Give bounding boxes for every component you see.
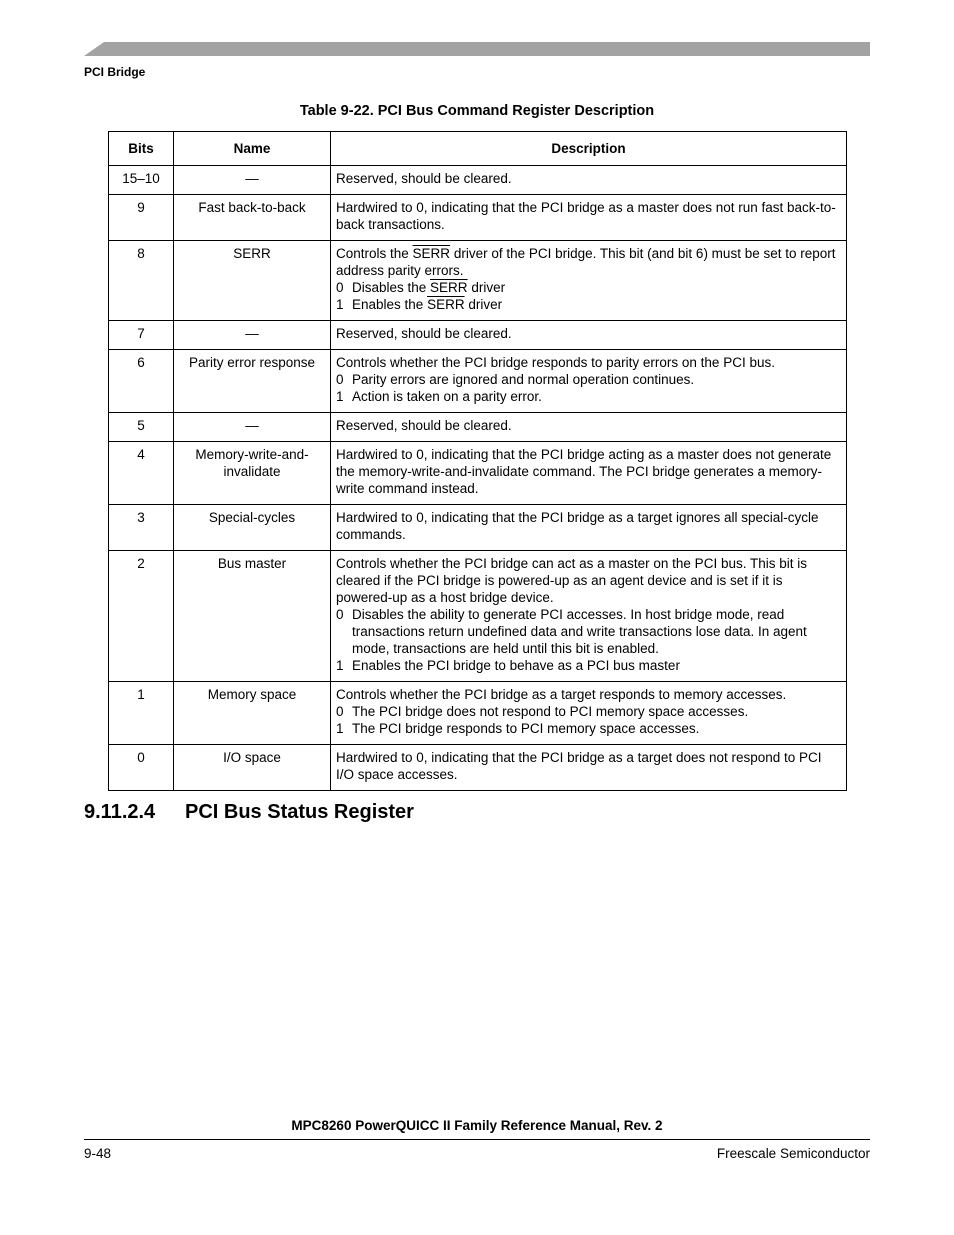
- table-row: [109, 321, 847, 350]
- option-value: Parity errors are ignored and normal operation continues.: [352, 372, 695, 387]
- description-text: Controls whether the PCI bridge as a target responds to memory accesses.: [336, 687, 787, 702]
- option-item: [336, 279, 841, 296]
- description-text: Controls whether the PCI bridge responds to parity errors on the PCI bus.: [336, 355, 775, 370]
- footer-title: MPC8260 PowerQUICC II Family Reference Manual, Rev. 2: [291, 1118, 663, 1133]
- name-cell: Special-cycles: [174, 505, 331, 551]
- option-key: 1: [336, 658, 344, 673]
- table-row: [109, 551, 847, 682]
- option-key: 1: [336, 721, 344, 736]
- name-cell: Memory space: [174, 682, 331, 745]
- bits-cell: 1: [109, 682, 174, 745]
- description-cell: Hardwired to 0, indicating that the PCI bridge as a target ignores all special-cycle commands.: [331, 505, 847, 551]
- running-head: PCI Bridge: [84, 65, 146, 79]
- option-item: [336, 371, 841, 388]
- name-cell: Parity error response: [174, 350, 331, 413]
- header-bar: [84, 42, 870, 56]
- option-fragment: driver: [464, 297, 503, 312]
- description-text: [336, 245, 841, 279]
- column-header-bits: Bits: [109, 132, 174, 166]
- serr-signal: SERR: [427, 297, 465, 312]
- description-cell: [331, 350, 847, 413]
- serr-signal: SERR: [412, 246, 451, 261]
- bits-cell: 6: [109, 350, 174, 413]
- description-fragment: driver of the PCI bridge. This bit (and bit 6) must be set to report address parity errors.: [336, 246, 836, 278]
- description-cell: [331, 241, 847, 321]
- option-value: The PCI bridge responds to PCI memory space accesses.: [352, 721, 700, 736]
- bits-cell: 9: [109, 195, 174, 241]
- section-heading: [84, 801, 414, 824]
- description-fragment: Controls the: [336, 246, 413, 261]
- option-key: 0: [336, 607, 344, 622]
- table-row: [109, 745, 847, 791]
- option-key: 1: [336, 297, 344, 312]
- table-row: [109, 505, 847, 551]
- description-text: Controls whether the PCI bridge can act as a master on the PCI bus. This bit is cleared if the PCI bridge is powered-up as an agent device and is set if it is powered-up as a host bridge device.: [336, 556, 807, 605]
- bits-cell: 3: [109, 505, 174, 551]
- bits-cell: 7: [109, 321, 174, 350]
- bits-cell: 8: [109, 241, 174, 321]
- option-item: [336, 388, 841, 405]
- table-row: [109, 442, 847, 505]
- name-cell: Bus master: [174, 551, 331, 682]
- option-key: 1: [336, 389, 344, 404]
- company-name: Freescale Semiconductor: [716, 1146, 870, 1161]
- bits-cell: 2: [109, 551, 174, 682]
- option-value: The PCI bridge does not respond to PCI memory space accesses.: [352, 704, 749, 719]
- name-cell: Memory-write-and-invalidate: [174, 442, 331, 505]
- option-fragment: driver: [467, 280, 506, 295]
- table-header-row: [109, 132, 847, 166]
- bits-cell: 15–10: [109, 166, 174, 195]
- name-cell: —: [174, 413, 331, 442]
- footer-rule: [84, 1139, 870, 1140]
- description-cell: Hardwired to 0, indicating that the PCI bridge as a target does not respond to PCI I/O space accesses.: [331, 745, 847, 791]
- option-item: [336, 720, 841, 737]
- bits-cell: 0: [109, 745, 174, 791]
- table-row: [109, 682, 847, 745]
- name-cell: Fast back-to-back: [174, 195, 331, 241]
- option-key: 0: [336, 704, 344, 719]
- description-cell: Hardwired to 0, indicating that the PCI bridge as a master does not run fast back-to-back transactions.: [331, 195, 847, 241]
- description-cell: Hardwired to 0, indicating that the PCI bridge acting as a master does not generate the memory-write-and-invalidate command. The PCI bridge generates a memory-write command instead.: [331, 442, 847, 505]
- option-value: Disables the ability to generate PCI accesses. In host bridge mode, read transactions return undefined data and write transactions lose data. In agent mode, transactions are held until this bit is enabled.: [352, 607, 807, 656]
- option-fragment: Enables the: [352, 297, 428, 312]
- option-value: [352, 296, 841, 313]
- option-value: [352, 279, 841, 296]
- column-header-description: Description: [331, 132, 847, 166]
- option-item: [336, 657, 841, 674]
- option-fragment: Disables the: [352, 280, 431, 295]
- description-cell: [331, 551, 847, 682]
- option-value: Enables the PCI bridge to behave as a PCI bus master: [352, 658, 680, 673]
- register-table: [108, 131, 847, 791]
- name-cell: —: [174, 321, 331, 350]
- name-cell: I/O space: [174, 745, 331, 791]
- table-row: [109, 166, 847, 195]
- section-number: 9.11.2.4: [84, 801, 156, 823]
- name-cell: SERR: [174, 241, 331, 321]
- option-key: 0: [336, 280, 344, 295]
- table-caption: Table 9-22. PCI Bus Command Register Description: [299, 103, 655, 119]
- option-item: [336, 703, 841, 720]
- table-row: [109, 241, 847, 321]
- section-title: PCI Bus Status Register: [185, 801, 414, 823]
- name-cell: —: [174, 166, 331, 195]
- option-key: 0: [336, 372, 344, 387]
- description-cell: [331, 682, 847, 745]
- table-row: [109, 413, 847, 442]
- page-number: 9-48: [84, 1146, 112, 1161]
- option-item: [336, 296, 841, 313]
- option-value: Action is taken on a parity error.: [352, 389, 542, 404]
- bits-cell: 5: [109, 413, 174, 442]
- serr-signal: SERR: [430, 280, 468, 295]
- table-row: [109, 195, 847, 241]
- table-row: [109, 350, 847, 413]
- bits-cell: 4: [109, 442, 174, 505]
- description-cell: Reserved, should be cleared.: [331, 413, 847, 442]
- column-header-name: Name: [174, 132, 331, 166]
- description-cell: Reserved, should be cleared.: [331, 166, 847, 195]
- option-item: [336, 606, 841, 657]
- description-cell: Reserved, should be cleared.: [331, 321, 847, 350]
